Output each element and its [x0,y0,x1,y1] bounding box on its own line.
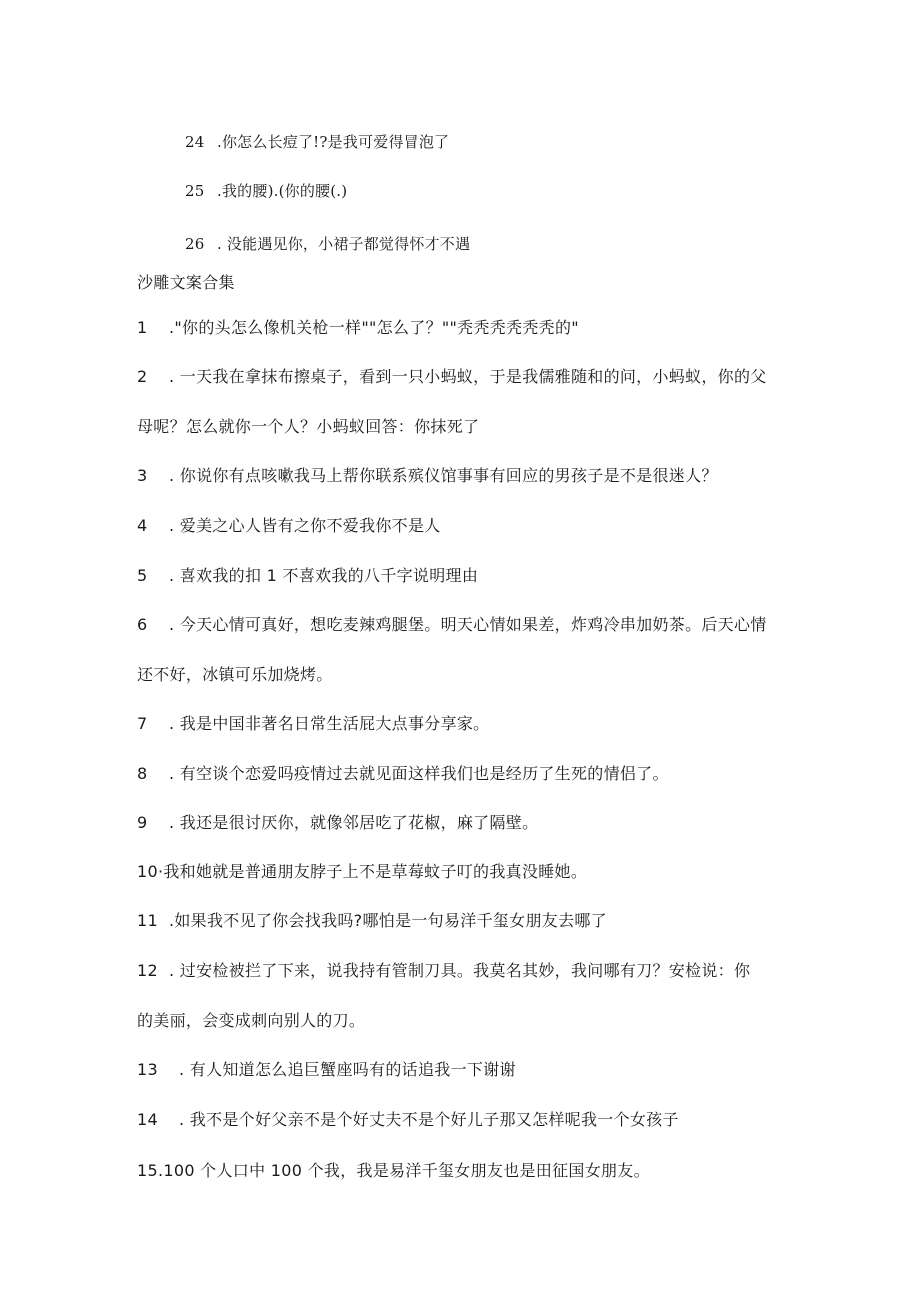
item-number: 26 [185,235,205,253]
item-number: 25 [185,182,205,200]
item-number: 10 [137,862,158,881]
item-text: . 一天我在拿抹布擦桌子，看到一只小蚂蚁，于是我儒雅随和的问，小蚂蚁，你的父 [169,367,767,386]
item-text: .100 个人口中 100 个我，我是易洋千玺女朋友也是田征国女朋友。 [157,1161,650,1180]
list-item-1 [137,315,579,338]
list-item-15 [137,1158,650,1181]
list-item-8 [137,761,669,784]
item-number: 24 [185,133,205,151]
item-text: . 喜欢我的扣 1 不喜欢我的八千字说明理由 [169,566,479,585]
item-number: 14 [137,1110,158,1129]
item-text: ·我和她就是普通朋友脖子上不是草莓蚊子叮的我真没睡她。 [157,862,588,881]
item-text: .我的腰).(你的腰(.) [217,182,348,200]
section-title: 沙雕文案合集 [137,273,235,292]
item-number: 7 [137,714,148,733]
list-item-2 [137,364,767,387]
item-number: 5 [137,566,148,585]
list-item-6-continuation: 还不好，冰镇可乐加烧烤。 [137,665,333,684]
list-item-4 [137,513,441,536]
item-number: 11 [137,911,158,930]
item-text: . 你说你有点咳嗽我马上帮你联系殡仪馆事事有回应的男孩子是不是很迷人？ [169,466,718,485]
item-number: 12 [137,961,158,980]
list-item-14 [137,1107,679,1130]
item-number: 8 [137,764,148,783]
item-number: 1 [137,318,148,337]
item-number: 6 [137,615,148,634]
item-text: . 我是中国非著名日常生活屁大点事分享家。 [169,714,490,733]
list-item-13 [137,1057,516,1080]
list-item-24 [185,131,449,152]
item-text: . 过安检被拦了下来，说我持有管制刀具。我莫名其妙，我问哪有刀？安检说：你 [169,961,751,980]
item-number: 15 [137,1161,158,1180]
list-item-11 [137,908,607,931]
item-number: 4 [137,516,148,535]
item-text: . 我不是个好父亲不是个好丈夫不是个好儿子那又怎样呢我一个女孩子 [179,1110,679,1129]
list-item-5 [137,563,478,586]
list-item-10 [137,859,587,882]
list-item-9 [137,810,538,833]
item-text: . 爱美之心人皆有之你不爱我你不是人 [169,516,441,535]
list-item-25 [185,180,347,201]
item-number: 9 [137,813,148,832]
item-text: . 没能遇见你，小裙子都觉得怀才不遇 [217,235,471,253]
item-text: .如果我不见了你会找我吗?哪怕是一句易洋千玺女朋友去哪了 [169,911,607,930]
list-item-6 [137,612,767,635]
list-item-26 [185,233,470,254]
item-number: 3 [137,466,148,485]
list-item-12 [137,958,750,981]
item-number: 2 [137,367,148,386]
list-item-7 [137,711,489,734]
item-text: ."你的头怎么像机关枪一样""怎么了？""秃秃秃秃秃秃的" [169,318,579,337]
item-number: 13 [137,1060,158,1079]
item-text: . 我还是很讨厌你，就像邻居吃了花椒，麻了隔壁。 [169,813,539,832]
list-item-3 [137,463,718,486]
list-item-2-continuation: 母呢？怎么就你一个人？小蚂蚁回答：你抹死了 [137,417,480,436]
item-text: .你怎么长痘了!?是我可爱得冒泡了 [217,133,450,151]
list-item-12-continuation: 的美丽，会变成刺向别人的刀。 [137,1011,366,1030]
item-text: . 有空谈个恋爱吗疫情过去就见面这样我们也是经历了生死的情侣了。 [169,764,669,783]
item-text: . 今天心情可真好，想吃麦辣鸡腿堡。明天心情如果差，炸鸡冷串加奶茶。后天心情 [169,615,767,634]
item-text: . 有人知道怎么追巨蟹座吗有的话追我一下谢谢 [179,1060,516,1079]
